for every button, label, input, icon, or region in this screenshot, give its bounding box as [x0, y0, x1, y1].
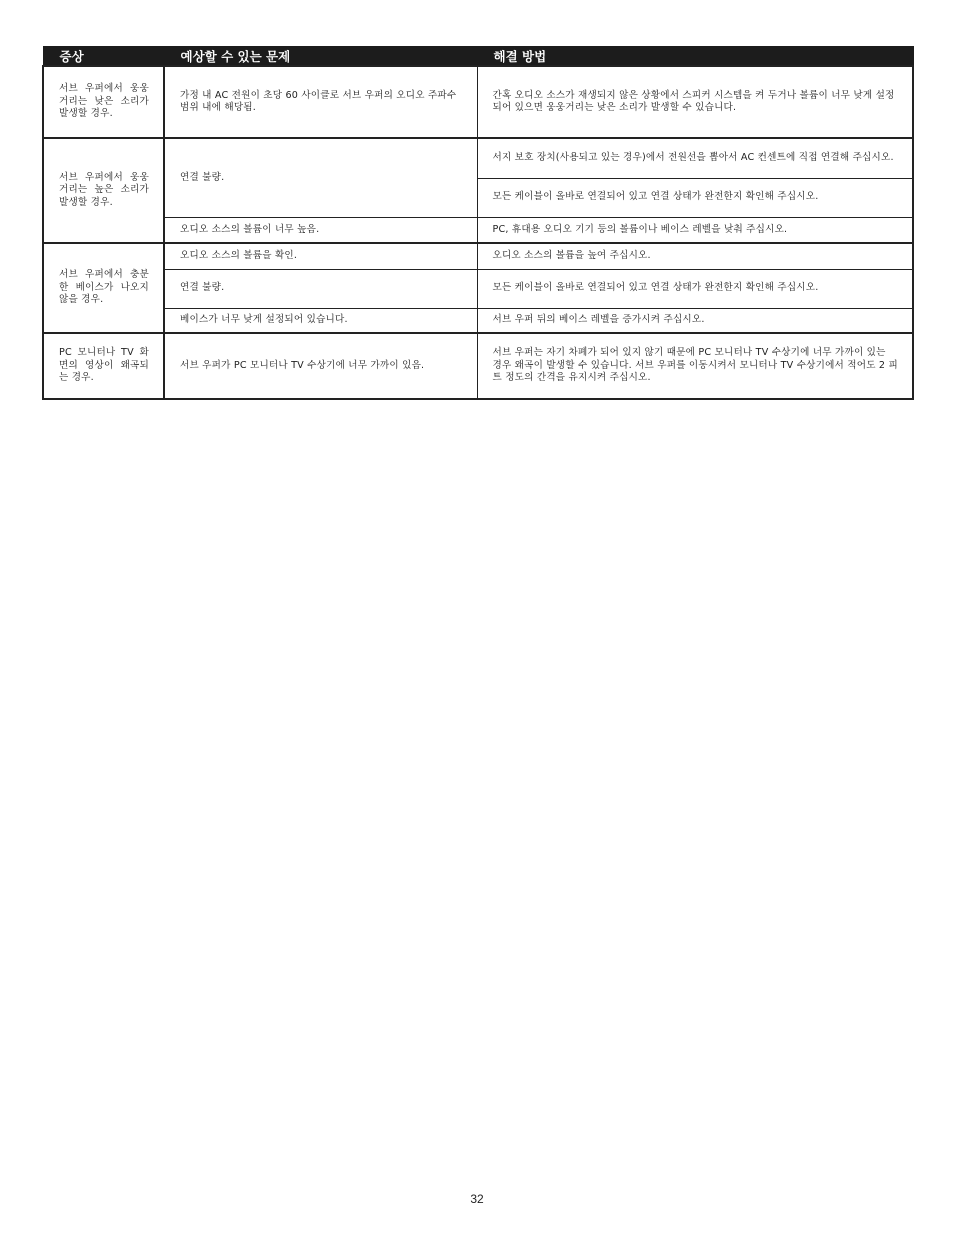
solution-cell: 서브 우퍼는 자기 차폐가 되어 있지 않기 때문에 PC 모니터나 TV 수상기에 너무 가까이 있는 경우 왜곡이 발생할 수 있습니다. 서브 우퍼를 이동시켜서 모니터나 TV 수상기에서 적어도 2 피트 정도의 간격을 유지시켜 주십시오. — [477, 333, 913, 399]
problem-cell: 서브 우퍼가 PC 모니터나 TV 수상기에 너무 가까이 있음. — [164, 333, 477, 399]
header-symptom: 증상 — [43, 47, 164, 67]
problem-cell: 가정 내 AC 전원이 초당 60 사이클로 서브 우퍼의 오디오 주파수 범위 내에 해당됨. — [164, 66, 477, 138]
header-solution: 해결 방법 — [477, 47, 913, 67]
problem-cell: 오디오 소스의 볼륨을 확인. — [164, 243, 477, 269]
problem-cell: 오디오 소스의 볼륨이 너무 높음. — [164, 217, 477, 243]
solution-cell: 모든 케이블이 올바로 연결되어 있고 연결 상태가 완전한지 확인해 주십시오. — [477, 269, 913, 308]
symptom-cell: 서브 우퍼에서 충분한 베이스가 나오지 않을 경우. — [43, 243, 164, 333]
symptom-cell: 서브 우퍼에서 웅웅거리는 높은 소리가 발생할 경우. — [43, 138, 164, 243]
symptom-cell: PC 모니터나 TV 화면의 영상이 왜곡되는 경우. — [43, 333, 164, 399]
table-row — [43, 333, 913, 399]
solution-cell: 서브 우퍼 뒤의 베이스 레벨을 증가시켜 주십시오. — [477, 308, 913, 333]
troubleshooting-table — [42, 46, 914, 400]
table-row — [43, 138, 913, 178]
problem-cell: 연결 불량. — [164, 138, 477, 217]
table-row — [43, 308, 913, 333]
page-number: 32 — [470, 1192, 484, 1206]
header-problem: 예상할 수 있는 문제 — [164, 47, 477, 67]
table-row — [43, 243, 913, 269]
table-row — [43, 269, 913, 308]
problem-cell: 연결 불량. — [164, 269, 477, 308]
symptom-cell: 서브 우퍼에서 웅웅거리는 낮은 소리가 발생할 경우. — [43, 66, 164, 138]
solution-cell: PC, 휴대용 오디오 기기 등의 볼륨이나 베이스 레벨을 낮춰 주십시오. — [477, 217, 913, 243]
solution-cell: 오디오 소스의 볼륨을 높여 주십시오. — [477, 243, 913, 269]
solution-cell: 서지 보호 장치(사용되고 있는 경우)에서 전원선을 뽑아서 AC 컨센트에 직접 연결해 주십시오. — [477, 138, 913, 178]
solution-cell: 모든 케이블이 올바로 연결되어 있고 연결 상태가 완전한지 확인해 주십시오. — [477, 178, 913, 217]
solution-cell: 간혹 오디오 소스가 재생되지 않은 상황에서 스피커 시스템을 켜 두거나 볼륨이 너무 낮게 설정되어 있으면 웅웅거리는 낮은 소리가 발생할 수 있습니다. — [477, 66, 913, 138]
table-header-row — [43, 47, 913, 67]
problem-cell: 베이스가 너무 낮게 설정되어 있습니다. — [164, 308, 477, 333]
table-row — [43, 66, 913, 138]
table-row — [43, 217, 913, 243]
